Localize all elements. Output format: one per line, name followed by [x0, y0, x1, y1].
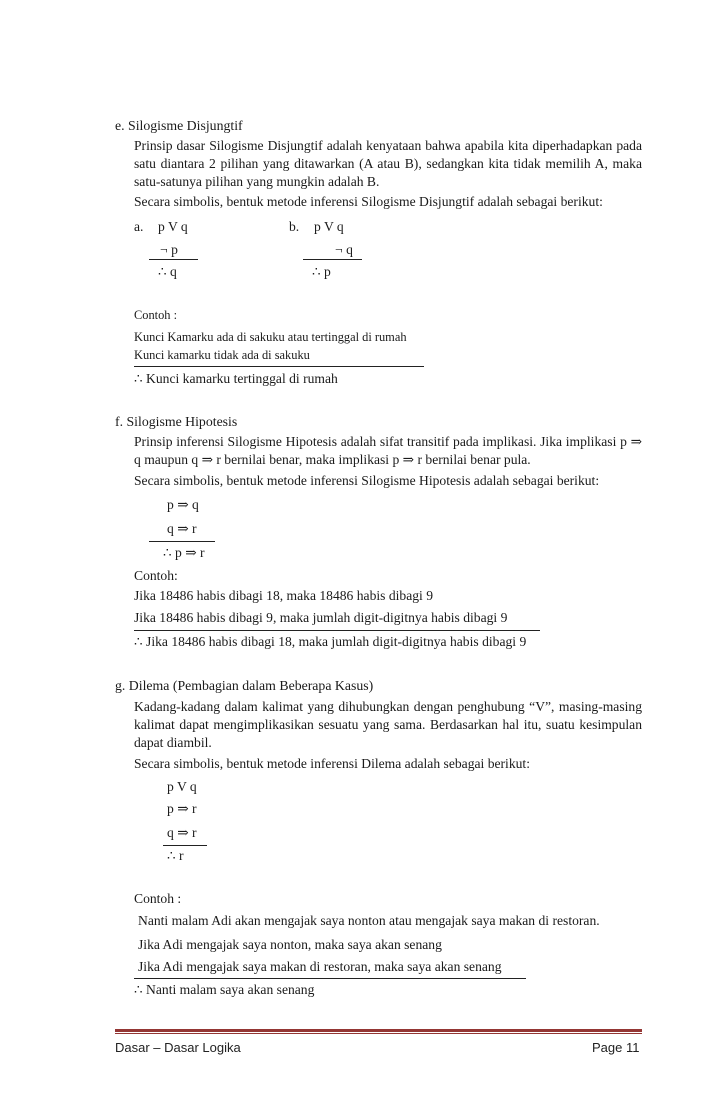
section-g-premise3: q ⇒ r: [167, 825, 197, 840]
section-f-paragraph: Prinsip inferensi Silogisme Hipotesis adalah sifat transitif pada implikasi. Jika implikasi p ⇒ q maupun q ⇒ r bernilai benar, maka implikasi p ⇒ r bernilai benar pula.: [134, 434, 642, 467]
section-f-premise1: p ⇒ q: [167, 497, 199, 512]
section-g-premise2: p ⇒ r: [167, 801, 197, 816]
section-g-example-premise3: Jika Adi mengajak saya makan di restoran, maka saya akan senang: [138, 959, 502, 974]
form-a-label: a.: [134, 219, 144, 234]
form-b-conclusion: ∴ p: [312, 264, 331, 279]
section-e-example-rule: [134, 366, 424, 367]
section-e-heading: e. Silogisme Disjungtif: [115, 118, 243, 133]
section-g-rule: [163, 845, 207, 846]
section-g-example-premise1: Nanti malam Adi akan mengajak saya nonton atau mengajak saya makan di restoran.: [138, 913, 600, 928]
footer-title: Dasar – Dasar Logika: [115, 1040, 241, 1055]
section-e-intro: Secara simbolis, bentuk metode inferensi Silogisme Disjungtif adalah sebagai berikut:: [134, 194, 603, 209]
section-e-example-premise2: Kunci kamarku tidak ada di sakuku: [134, 348, 310, 362]
section-g-example-conclusion: ∴ Nanti malam saya akan senang: [134, 982, 315, 997]
form-a-premise2: ¬ p: [160, 242, 178, 257]
section-g-heading: g. Dilema (Pembagian dalam Beberapa Kasus): [115, 678, 374, 693]
form-a-conclusion: ∴ q: [158, 264, 177, 279]
section-g-intro: Secara simbolis, bentuk metode inferensi Dilema adalah sebagai berikut:: [134, 756, 530, 771]
footer-page-number: Page 11: [592, 1040, 640, 1055]
section-g-conclusion: ∴ r: [167, 848, 184, 863]
section-f-premise2: q ⇒ r: [167, 521, 197, 536]
section-f-conclusion: ∴ p ⇒ r: [163, 545, 205, 560]
form-b-premise2: ¬ q: [335, 242, 353, 257]
section-g-example-label: Contoh :: [134, 891, 182, 906]
section-g-premise1: p V q: [167, 779, 197, 794]
footer-rule-thick: [115, 1029, 642, 1032]
section-f-example-conclusion: ∴ Jika 18486 habis dibagi 18, maka jumlah digit-digitnya habis dibagi 9: [134, 634, 527, 649]
section-f-example-label: Contoh:: [134, 568, 178, 583]
section-f-example-premise1: Jika 18486 habis dibagi 18, maka 18486 habis dibagi 9: [134, 588, 434, 603]
section-e-paragraph: Prinsip dasar Silogisme Disjungtif adalah kenyataan bahwa apabila kita diperhadapkan pada satu diantara 2 pilihan yang ditawarkan (A atau B), sedangkan kita tidak memilih A, maka satu-satunya pilihan yang mungkin adalah B.: [134, 138, 642, 189]
section-e-example-conclusion: ∴ Kunci kamarku tertinggal di rumah: [134, 371, 338, 386]
section-f-example-premise2: Jika 18486 habis dibagi 9, maka jumlah digit-digitnya habis dibagi 9: [134, 610, 508, 625]
form-a-rule: [149, 259, 198, 260]
section-g-example-rule: [134, 978, 526, 979]
section-g-example-premise2: Jika Adi mengajak saya nonton, maka saya akan senang: [138, 937, 442, 952]
section-e-example-premise1: Kunci Kamarku ada di sakuku atau tertinggal di rumah: [134, 330, 407, 344]
section-f-example-rule: [134, 630, 540, 631]
form-b-premise1: p V q: [314, 219, 344, 234]
form-a-premise1: p V q: [158, 219, 188, 234]
form-b-rule: [303, 259, 362, 260]
section-f-rule: [149, 541, 215, 542]
section-g-paragraph: Kadang-kadang dalam kalimat yang dihubungkan dengan penghubung “V”, masing-masing kalimat dapat mengimplikasikan sesuatu yang sama. Berdasarkan hal itu, suatu kesimpulan dapat diambil.: [134, 699, 642, 750]
section-f-intro: Secara simbolis, bentuk metode inferensi Silogisme Hipotesis adalah sebagai berikut:: [134, 473, 600, 488]
form-b-label: b.: [289, 219, 300, 234]
section-e-example-label: Contoh :: [134, 308, 178, 322]
footer-rule-thin: [115, 1033, 642, 1034]
section-f-heading: f. Silogisme Hipotesis: [115, 414, 238, 429]
